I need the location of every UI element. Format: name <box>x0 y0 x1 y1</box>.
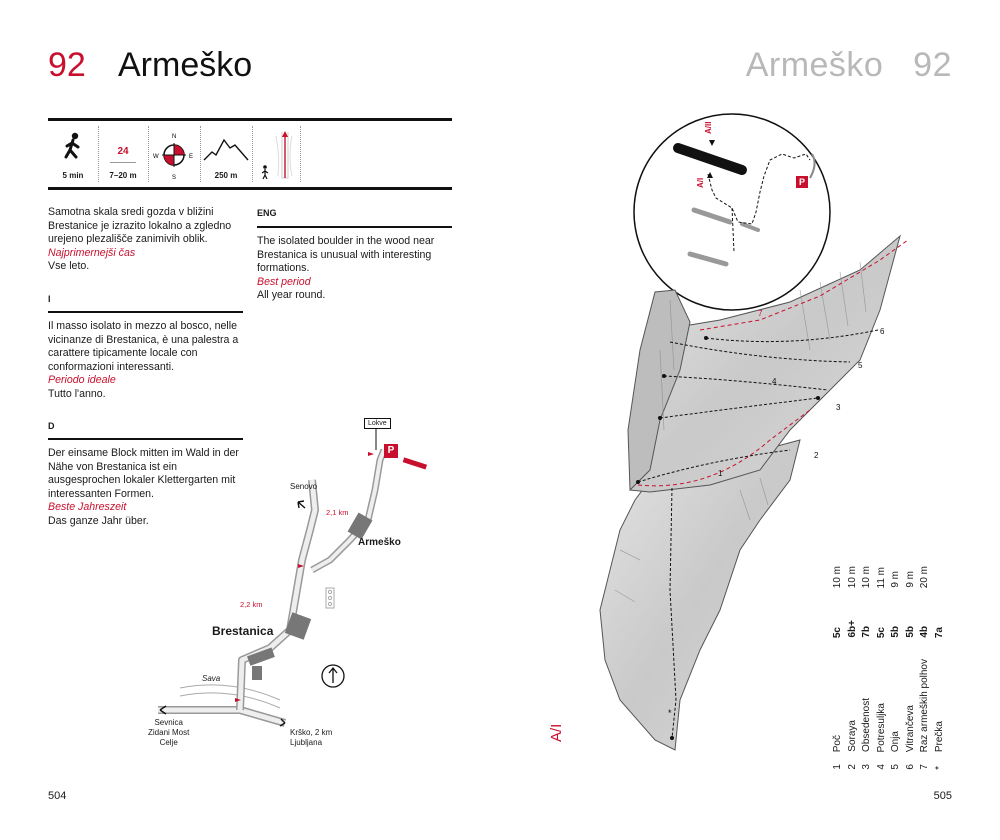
label-east-destinations <box>290 728 332 748</box>
route-grade: 7a <box>933 626 945 638</box>
label-sava: Sava <box>202 674 221 683</box>
de-text: Der einsame Block mitten im Wald in der Nähe von Brestanica ist ein ausgesprochen lokaler Klettergarten mit interessanten Formen. <box>48 447 239 500</box>
route-name: Obsedenost <box>861 698 872 752</box>
it-period-label: Periodo ideale <box>48 374 116 387</box>
route-number: 2 <box>846 764 858 770</box>
label-krsko: Krško, 2 km <box>290 728 333 737</box>
route-grade: 5b <box>904 626 916 638</box>
route-number: 4 <box>875 764 887 770</box>
label-west-destinations <box>148 718 189 748</box>
climber-wall-icon <box>252 126 300 182</box>
running-head-title: Armeško <box>745 46 884 84</box>
route-name: Raz armeških polhov <box>919 658 930 752</box>
route-length: 10 m <box>846 565 858 588</box>
inset-label-a1: A/I <box>696 177 705 188</box>
route-number: 7 <box>919 764 930 770</box>
page-title: Armeško <box>118 46 253 84</box>
approach-time: 5 min <box>62 171 84 180</box>
topo-route-1: 1 <box>718 469 723 478</box>
eng-period-label: Best period <box>257 275 311 288</box>
it-section <box>48 320 246 402</box>
route-length: 20 m <box>919 565 930 588</box>
svg-text:*: * <box>668 708 672 718</box>
eng-text: The isolated boulder in the wood near Brestanica is unusual with interesting formations. <box>257 235 435 275</box>
compass-w: W <box>153 154 159 160</box>
top-rule <box>48 118 452 121</box>
topo-route-7: 7 <box>758 309 763 318</box>
topo-route-6: 6 <box>880 327 885 336</box>
route-name: Prečka <box>933 720 945 752</box>
route-name: Soraya <box>846 720 858 752</box>
height-info <box>98 126 149 182</box>
topo-route-3: 3 <box>836 403 841 412</box>
rock-type-info <box>252 126 301 182</box>
mountain-profile-icon <box>200 126 252 166</box>
orientation-info <box>148 126 201 182</box>
page-number-right: 505 <box>933 790 952 802</box>
compass-s: S <box>172 175 177 181</box>
eng-section <box>257 235 452 303</box>
de-period-label: Beste Jahreszeit <box>48 501 127 514</box>
walking-icon <box>48 126 98 166</box>
icons-bottom-rule <box>48 187 452 190</box>
label-ljubljana: Ljubljana <box>290 738 323 747</box>
access-map <box>140 410 460 770</box>
height-max: 24 <box>117 146 129 157</box>
it-rule <box>48 311 243 313</box>
compass-e: E <box>189 154 194 160</box>
it-text: Il masso isolato in mezzo al bosco, nelle vicinanze di Brestanica, è una palestra a carattere tipicamente locale con conformazioni interessanti. <box>48 320 239 373</box>
label-dist-2-2: 2,2 km <box>240 600 263 609</box>
access-map-drawing <box>140 410 460 770</box>
de-heading: D <box>48 421 55 431</box>
route-number: 6 <box>904 764 916 770</box>
route-number: 5 <box>890 764 901 770</box>
slo-text: Samotna skala sredi gozda v bližini Brestanice je izrazito lokalno a zgledno urejeno plezališče zanimivih oblik. <box>48 206 232 246</box>
label-senovo: Senovo <box>290 482 318 491</box>
page-number-title: 92 <box>48 46 86 84</box>
slo-period-value: Vse leto. <box>48 260 90 273</box>
eng-rule <box>257 226 452 228</box>
label-celje: Celje <box>159 738 178 747</box>
approach-info <box>48 126 99 182</box>
altitude-value: 250 m <box>214 171 238 180</box>
label-sevnica: Sevnica <box>154 718 183 727</box>
topo-route-4: 4 <box>772 377 777 386</box>
running-head-right <box>746 46 952 85</box>
route-name: Poč <box>832 734 843 752</box>
height-divider <box>110 162 136 163</box>
route-grade: 5c <box>832 626 843 638</box>
label-dist-2-1: 2,1 km <box>326 508 349 517</box>
compass-icon <box>148 126 200 182</box>
height-range: 7–20 m <box>109 171 137 180</box>
route-grade: 4b <box>919 626 930 638</box>
eng-period-value: All year round. <box>257 289 326 302</box>
label-zidani-most: Zidani Most <box>148 728 190 737</box>
route-name: Onja <box>890 730 901 752</box>
inset-label-a2: A/II <box>704 121 713 134</box>
slo-section <box>48 206 246 274</box>
altitude-info <box>200 126 253 182</box>
route-length: 9 m <box>890 571 901 588</box>
lokve-sign: Lokve <box>364 418 391 429</box>
route-length: 9 m <box>904 571 916 588</box>
label-armesko: Armeško <box>358 537 401 548</box>
slo-period-label: Najprimernejši čas <box>48 246 136 259</box>
route-list <box>832 540 952 770</box>
route-grade: 5b <box>890 626 901 638</box>
inset-parking-icon: P <box>796 176 808 188</box>
route-length: 10 m <box>832 565 843 588</box>
it-heading: I <box>48 294 51 304</box>
topo-route-2: 2 <box>814 451 819 460</box>
info-icons-row <box>48 122 452 186</box>
topo-route-5: 5 <box>858 361 863 370</box>
route-name: Vitrančeva <box>904 704 916 752</box>
compass-n: N <box>172 134 177 140</box>
route-length: 10 m <box>861 565 872 588</box>
page-number-left: 504 <box>48 790 67 802</box>
running-head-number: 92 <box>913 46 952 84</box>
eng-heading: ENG <box>257 208 277 218</box>
route-grade: 5c <box>875 626 887 638</box>
route-number: 3 <box>861 764 872 770</box>
route-number: * <box>933 766 945 770</box>
de-period-value: Das ganze Jahr über. <box>48 514 149 527</box>
route-length: 11 m <box>875 566 887 588</box>
route-grade: 6b+ <box>846 620 858 638</box>
label-brestanica: Brestanica <box>212 624 274 638</box>
route-name: Potresuljka <box>875 702 887 752</box>
it-period-value: Tutto l'anno. <box>48 387 106 400</box>
route-grade: 7b <box>861 626 872 638</box>
sector-label: A/I <box>548 723 565 742</box>
route-number: 1 <box>832 764 843 770</box>
parking-icon: P <box>384 444 398 458</box>
